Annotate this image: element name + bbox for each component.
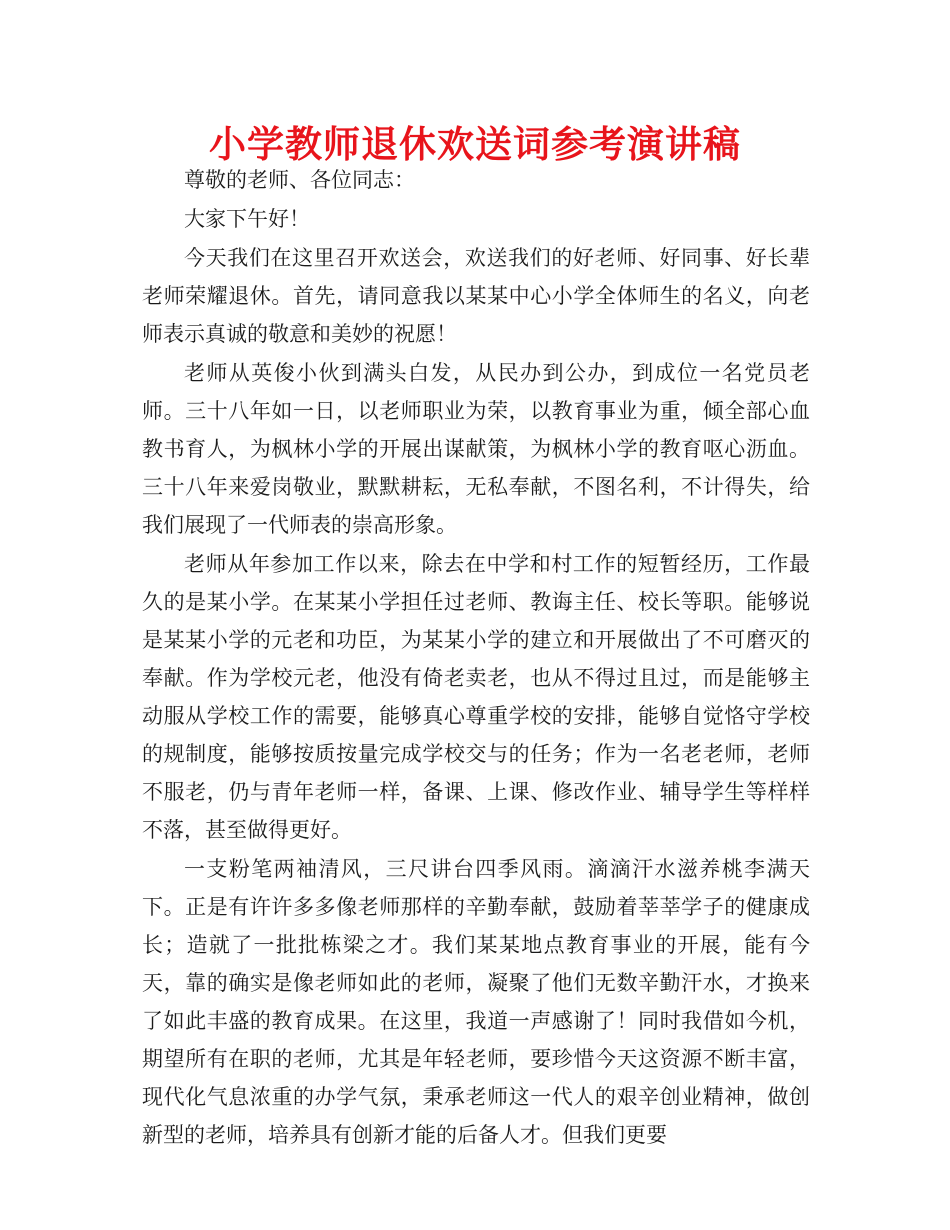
body-paragraph: 老师从英俊小伙到满头白发，从民办到公办，到成位一名党员老师。三十八年如一日，以老师职业为荣，以教育事业为重，倾全部心血教书育人，为枫林小学的开展出谋献策，为枫林小学的教育呕心沥血。三十八年来爱岗敬业，默默耕耘，无私奉献，不图名利，不计得失，给我们展现了一代师表的崇高形象。: [142, 361, 810, 537]
greeting-paragraph: 大家下午好！: [184, 207, 310, 231]
body-paragraph: 今天我们在这里召开欢送会，欢送我们的好老师、好同事、好长辈老师荣耀退休。首先，请同意我以某某中心小学全体师生的名义，向老师表示真诚的敬意和美妙的祝愿！: [142, 246, 810, 346]
document-title: 小学教师退休欢送词参考演讲稿: [209, 123, 741, 166]
body-paragraph: 老师从年参加工作以来，除去在中学和村工作的短暂经历，工作最久的是某小学。在某某小学担任过老师、教诲主任、校长等职。能够说是某某小学的元老和功臣，为某某小学的建立和开展做出了不可磨灭的奉献。作为学校元老，他没有倚老卖老，也从不得过且过，而是能够主动服从学校工作的需要，能够真心尊重学校的安排，能够自觉恪守学校的规制度，能够按质按量完成学校交与的任务；作为一名老老师，老师不服老，仍与青年老师一样，备课、上课、修改作业、辅导学生等样样不落，甚至做得更好。: [142, 552, 810, 842]
body-paragraph: 一支粉笔两袖清风，三尺讲台四季风雨。滴滴汗水滋养桃李满天下。正是有许许多多像老师那样的辛勤奉献，鼓励着莘莘学子的健康成长；造就了一批批栋梁之才。我们某某地点教育事业的开展，能有今天，靠的确实是像老师如此的老师，凝聚了他们无数辛勤汗水，才换来了如此丰盛的教育成果。在这里，我道一声感谢了！同时我借如今机，期望所有在职的老师，尤其是年轻老师，要珍惜今天这资源不断丰富，现代化气息浓重的办学气氛，秉承老师这一代人的艰辛创业精神，做创新型的老师，培养具有创新才能的后备人才。但我们更要: [142, 857, 810, 1147]
salutation-paragraph: 尊敬的老师、各位同志：: [184, 168, 415, 192]
document-body: [142, 161, 810, 1155]
